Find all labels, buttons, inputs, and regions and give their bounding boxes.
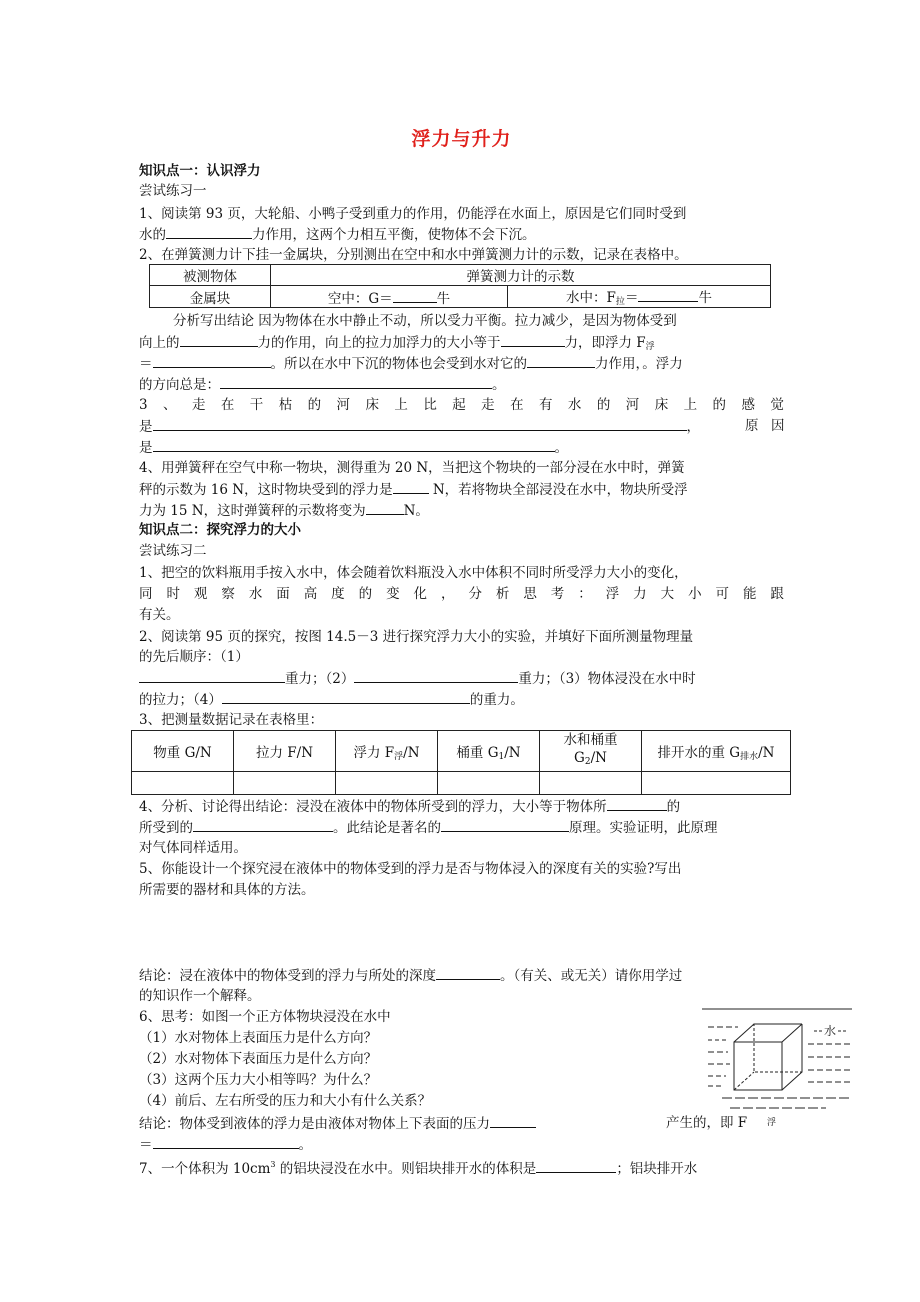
practice-label-1: 尝试练习一 [139,183,207,199]
blank[interactable] [490,1113,536,1128]
practice-label-2: 尝试练习二 [139,543,207,559]
data-cell[interactable] [438,772,540,795]
blank[interactable] [441,817,569,832]
table-cell-object: 金属块 [150,286,271,308]
page-title: 浮力与升力 [411,128,512,150]
exercise-2-line-2: 的先后顺序：（1） [139,649,249,665]
blank[interactable] [638,287,698,302]
exercise-2-line-3: 重力；（2） 重力；（3）物体浸没在水中时 [139,668,696,689]
col-bucket-weight: 桶重 $G_1/N$ [438,731,540,772]
exercise-6-item-3: （3）这两个压力大小相等吗？为什么？ [139,1072,378,1088]
exercise-6-item-4: （4）前后、左右所受的压力和大小有什么关系？ [139,1093,432,1109]
data-cell[interactable] [132,772,234,795]
exercise-6: 6、思考：如图一个正方体物块浸没在水中 [139,1009,391,1025]
exercise-1-line-1: 1、把空的饮料瓶用手按入水中，体会随着饮料瓶没入水中体积不同时所受浮力大小的变化， [139,565,688,581]
exercise-6-item-1: （1）水对物体上表面压力是什么方向？ [139,1030,378,1046]
question-3-line-1: 3 、 走 在 干 枯 的 河 床 上 比 起 走 在 有 水 的 河 床 上 的 感 觉 [139,397,784,413]
exercise-4-line-1: 4、分析、讨论得出结论：浸没在液体中的物体所受到的浮力，大小等于物体所 的 [139,796,680,817]
blank[interactable] [220,374,492,389]
blank[interactable] [527,353,595,368]
blank[interactable] [166,224,252,239]
conclusion-1-line-2: 的知识作一个解释。 [139,988,261,1004]
conclusion-2-line-2: ＝ 。 [139,1134,312,1155]
question-1-line-1: 1、阅读第 93 页，大轮船、小鸭子受到重力的作用，仍能浮在水面上，原因是它们同时受到 [139,206,687,222]
exercise-2-line-1: 2、阅读第 95 页的探究，按图 14.5－3 进行探究浮力大小的实验，并填好下面所测量物理量 [139,629,694,645]
question-3-line-2: 是 ， 原 因 [139,418,785,435]
question-4-line-2: 秤的示数为 16 N，这时物块受到的浮力是 N，若将物块全部浸没在水中，物块所受浮 [139,479,688,500]
blank[interactable] [393,479,429,494]
data-cell[interactable] [234,772,336,795]
question-2: 2、在弹簧测力计下挂一金属块，分别测出在空中和水中弹簧测力计的示数，记录在表格中。 [139,247,688,263]
table-header-object: 被测物体 [150,265,271,286]
data-cell[interactable] [336,772,438,795]
question-4-line-1: 4、用弹簧秤在空气中称一物块，测得重为 20 N，当把这个物块的一部分浸在水中时，弹簧 [139,460,685,476]
analysis-line-3: ＝ 。所以在水中下沉的物体也会受到水对它的 力作用，。浮力 [139,353,683,374]
col-buoyancy: 浮力 $F_浮/N$ [336,731,438,772]
exercise-4-line-3: 对气体同样适用。 [139,840,247,856]
blank[interactable] [222,689,470,704]
exercise-5-line-1: 5、你能设计一个探究浸在液体中的物体受到的浮力是否与物体浸入的深度有关的实验?写出 [139,861,682,877]
col-water-bucket-weight: 水和桶重 $G_2/N$ [540,731,642,772]
blank[interactable] [153,437,555,452]
blank[interactable] [153,416,687,431]
blank[interactable] [180,332,258,347]
col-object-weight: 物重 G/N [132,731,234,772]
blank[interactable] [501,332,565,347]
question-3-line-3: 是 。 [139,437,568,458]
col-pull-force: 拉力 F/N [234,731,336,772]
analysis-line-1: 分析写出结论 因为物体在水中静止不动，所以受力平衡。拉力减少，是因为物体受到 [173,313,677,329]
exercise-5-line-2: 所需要的器材和具体的方法。 [139,882,315,898]
question-1-line-2: 水的 力作用，这两个力相互平衡，使物体不会下沉。 [139,224,536,245]
col-displaced-water-weight: 排开水的重 $G_{排水}/N$ [642,731,791,772]
blank[interactable] [393,288,437,303]
blank[interactable] [354,668,518,683]
blank[interactable] [153,1134,299,1149]
question-4-line-3: 力为 15 N，这时弹簧秤的示数将变为 N。 [139,500,429,521]
section-heading-2: 知识点二：探究浮力的大小 [139,522,301,538]
conclusion-1-line-1: 结论：浸在液体中的物体受到的浮力与所处的深度 。（有关、或无关）请你用学过 [139,965,682,986]
analysis-line-4: 的方向总是： 。 [139,374,506,395]
blank[interactable] [607,796,667,811]
exercise-1-line-2: 同 时 观 察 水 面 高 度 的 变 化 ， 分 析 思 考 ： 浮 力 大 小 可 能 跟 [139,586,784,602]
blank[interactable] [193,817,333,832]
water-label: 水 [824,1024,837,1038]
table-cell-air: 空中：G＝ 牛 [271,286,508,308]
table-header-reading: 弹簧测力计的示数 [271,265,771,286]
blank[interactable] [139,668,285,683]
blank[interactable] [366,500,404,515]
data-cell[interactable] [642,772,791,795]
measurement-table [149,264,771,308]
exercise-6-item-2: （2）水对物体下表面压力是什么方向？ [139,1051,378,1067]
blank[interactable] [153,353,271,368]
analysis-line-2: 向上的 力的作用，向上的拉力加浮力的大小等于 力，即浮力 $F_浮$ [139,332,655,357]
exercise-3: 3、把测量数据记录在表格里： [139,712,324,728]
cube-in-water-figure [702,1004,856,1110]
blank[interactable] [436,965,500,980]
blank[interactable] [536,1158,616,1173]
exercise-7: 7、一个体积为 $10cm^3$ 的铝块浸没在水中。则铝块排开水的体积是 ；铝块排开水 [139,1160,698,1177]
table-cell-water: 水中：$F_拉=$ 牛 [508,286,771,308]
conclusion-2-line-1: 结论：物体受到液体的浮力是由液体对物体上下表面的压力 产生的，即 F 浮 [139,1115,777,1132]
exercise-1-line-3: 有关。 [139,607,180,623]
data-table [131,730,791,795]
exercise-4-line-2: 所受到的 。此结论是著名的 原理。实验证明，此原理 [139,817,718,838]
cube-shape [734,1024,802,1090]
exercise-2-line-4: 的拉力；（4） 的重力。 [139,689,524,710]
section-heading-1: 知识点一：认识浮力 [139,163,261,179]
data-cell[interactable] [540,772,642,795]
